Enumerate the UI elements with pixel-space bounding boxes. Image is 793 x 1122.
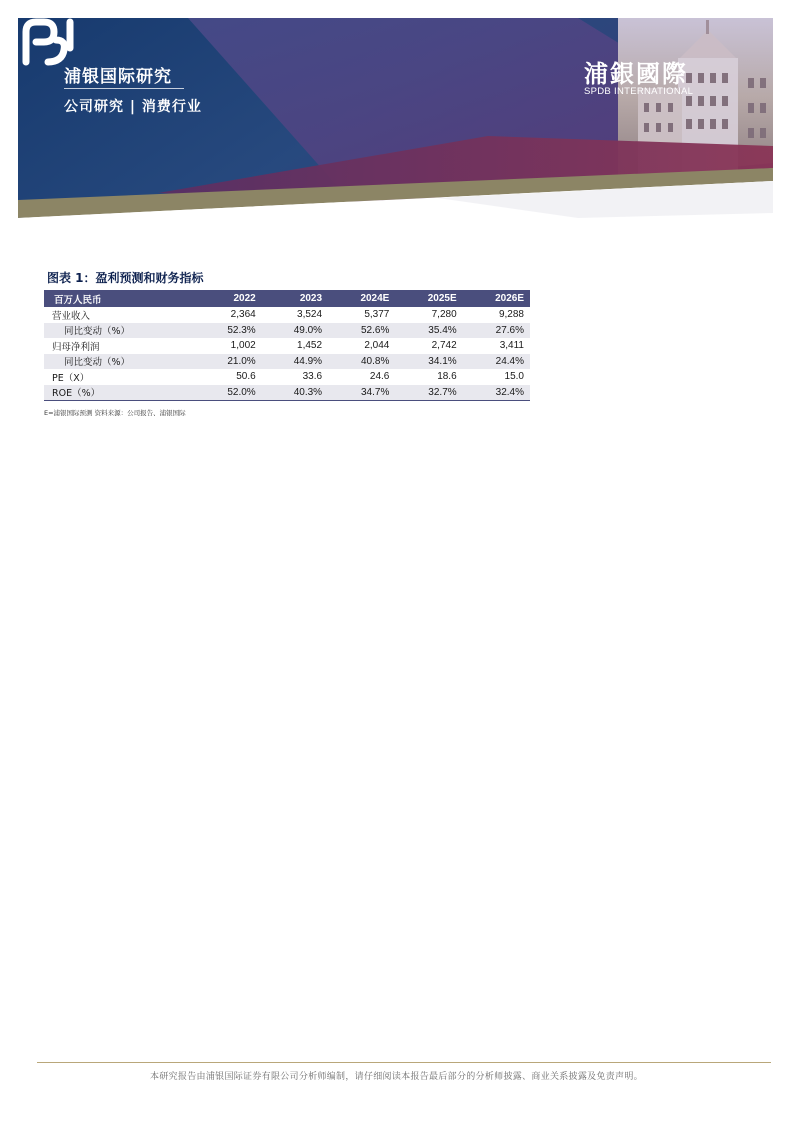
table-cell: 21.0% [195,354,261,370]
figure-caption: 图表 1：盈利预测和财务指标 [47,271,204,285]
table-row-roe [44,385,530,401]
table-row-revenue-yoy [44,323,530,339]
table-cell: 49.0% [262,323,328,339]
table-header-row [44,290,530,307]
row-label: ROE（%） [44,385,195,401]
table-cell: 9,288 [498,309,524,321]
table-cell: 27.6% [463,323,530,339]
table-row-pe [44,369,530,385]
figure-source-note: E=浦银国际预测 资料来源：公司报告、浦银国际 [44,409,186,417]
logo-name-en: SPDB INTERNATIONAL [584,86,694,97]
row-label: 营业收入 [52,310,91,322]
table-cell: 3,411 [499,340,524,352]
table-cell: 34.7% [328,385,395,401]
spdb-logo-icon [18,18,80,68]
table-cell: 35.4% [395,323,462,339]
table-cell: 2,364 [230,309,256,321]
table-row-revenue [44,307,530,323]
table-cell: 15.0 [504,371,524,383]
table-cell: 33.6 [302,371,323,383]
logo-name-cn: 浦銀國際 [584,60,688,88]
table-cell: 24.6 [369,371,390,383]
financial-forecast-table [44,290,530,401]
row-label: 同比变动（%） [44,354,195,370]
table-cell: 32.4% [463,385,530,401]
table-cell: 24.4% [463,354,530,370]
table-cell: 5,377 [364,309,390,321]
table-cell: 32.7% [395,385,462,401]
table-row-net-profit-yoy [44,354,530,370]
table-cell: 40.3% [262,385,328,401]
org-title: 浦银国际研究 [64,67,172,87]
table-cell: 50.6 [236,371,256,383]
column-header-2023: 2023 [262,290,328,307]
table-cell: 52.6% [328,323,395,339]
table-cell: 52.3% [195,323,261,339]
title-divider [64,88,184,89]
table-cell: 2,044 [364,340,390,352]
row-label: PE（X） [52,372,90,384]
row-label: 同比变动（%） [44,323,195,339]
banner-background [18,18,773,233]
table-cell: 1,452 [297,340,323,352]
row-label: 归母净利润 [52,341,100,353]
column-header-unit: 百万人民币 [44,290,195,307]
table-cell: 2,742 [431,340,457,352]
table-cell: 44.9% [262,354,328,370]
table-cell: 3,524 [297,309,323,321]
column-header-2024e: 2024E [328,290,395,307]
header-banner [18,18,773,233]
column-header-2026e: 2026E [463,290,530,307]
table-row-net-profit [44,338,530,354]
footer-divider [37,1062,771,1063]
table-cell: 18.6 [437,371,457,383]
report-subtitle: 公司研究 | 消费行业 [64,99,202,115]
column-header-2022: 2022 [195,290,261,307]
table-cell: 40.8% [328,354,395,370]
table-cell: 34.1% [395,354,462,370]
table-cell: 7,280 [431,309,457,321]
footer-disclaimer: 本研究报告由浦银国际证券有限公司分析师编制，请仔细阅读本报告最后部分的分析师披露、商业关系披露及免责声明。 [150,1072,643,1082]
column-header-2025e: 2025E [395,290,462,307]
table-cell: 1,002 [230,340,256,352]
table-cell: 52.0% [195,385,261,401]
